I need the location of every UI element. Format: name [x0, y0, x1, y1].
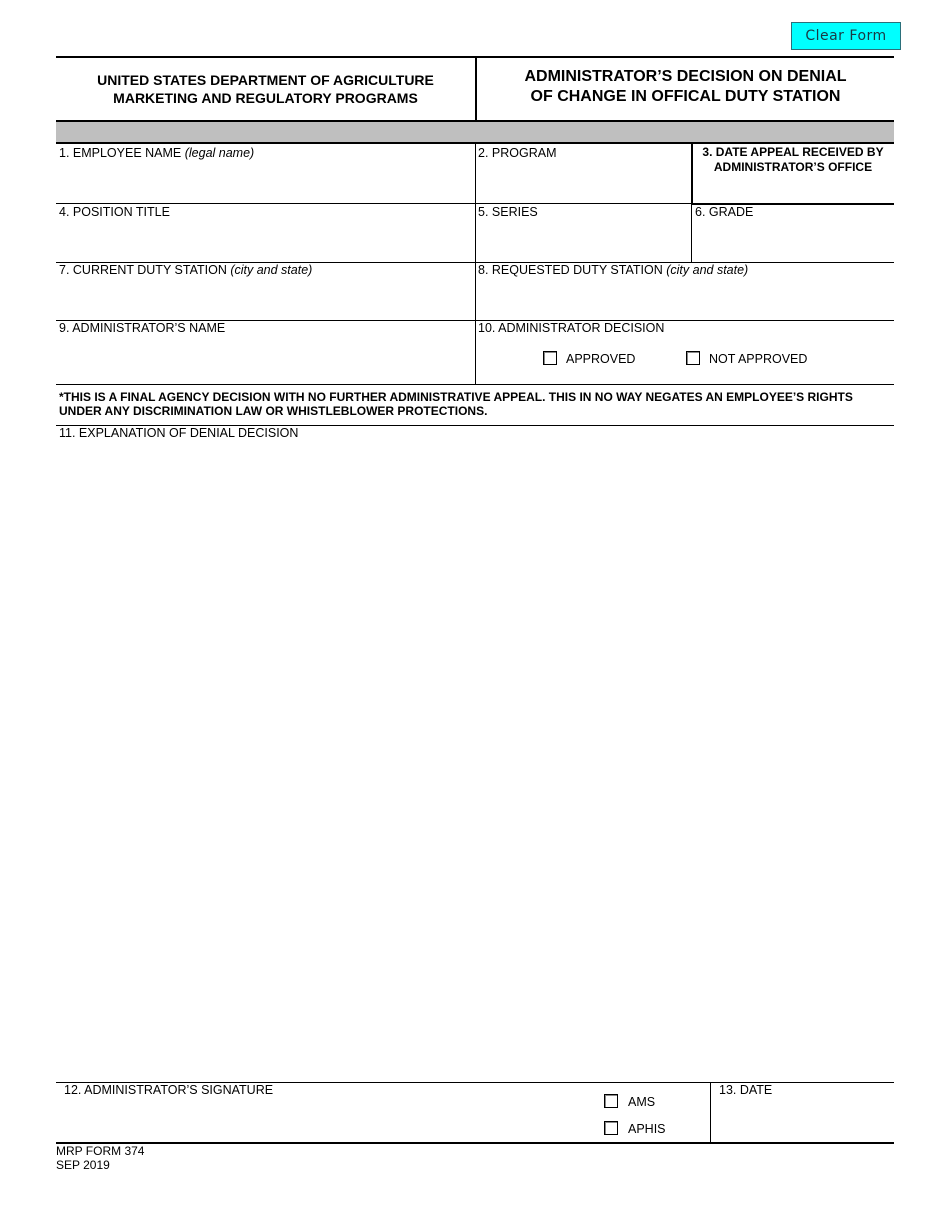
administrator-name-label: 9. ADMINISTRATOR’S NAME — [59, 321, 226, 335]
position-title-field[interactable] — [57, 221, 473, 261]
rule-signature-bottom — [56, 1142, 894, 1144]
program-label: 2. PROGRAM — [478, 146, 557, 160]
ams-label: AMS — [628, 1095, 656, 1109]
agency-line-1: UNITED STATES DEPARTMENT OF AGRICULTURE — [97, 72, 434, 88]
divider-r1-a — [475, 144, 476, 204]
current-duty-station-label: 7. CURRENT DUTY STATION (city and state) — [59, 263, 313, 277]
rule-r1 — [56, 203, 692, 204]
form-number: MRP FORM 374 — [56, 1144, 145, 1158]
administrator-signature-field[interactable] — [60, 1100, 590, 1140]
requested-duty-station-field[interactable] — [477, 279, 893, 319]
administrator-decision-label: 10. ADMINISTRATOR DECISION — [478, 321, 665, 335]
not-approved-checkbox[interactable] — [686, 351, 700, 365]
explanation-field[interactable] — [57, 443, 893, 1079]
ams-checkbox[interactable] — [604, 1094, 618, 1108]
date-appeal-received-label: 3. DATE APPEAL RECEIVED BY ADMINISTRATOR’S OFFICE — [702, 145, 884, 174]
grade-field[interactable] — [694, 221, 892, 261]
form-title — [477, 67, 894, 107]
clear-form-button[interactable]: Clear Form — [791, 22, 901, 50]
form-footer — [56, 1144, 144, 1172]
not-approved-label: NOT APPROVED — [709, 352, 808, 366]
grade-label: 6. GRADE — [695, 205, 754, 219]
requested-duty-station-label: 8. REQUESTED DUTY STATION (city and state) — [478, 263, 749, 277]
divider-r3 — [475, 263, 476, 321]
administrator-signature-label: 12. ADMINISTRATOR’S SIGNATURE — [64, 1083, 274, 1097]
divider-r2-a — [475, 204, 476, 262]
date-appeal-received-field[interactable] — [694, 176, 892, 202]
approved-label: APPROVED — [566, 352, 636, 366]
explanation-label: 11. EXPLANATION OF DENIAL DECISION — [59, 426, 299, 440]
employee-name-label: 1. EMPLOYEE NAME (legal name) — [59, 146, 255, 160]
agency-line-2: MARKETING AND REGULATORY PROGRAMS — [113, 90, 418, 106]
position-title-label: 4. POSITION TITLE — [59, 205, 170, 219]
agency-name — [56, 71, 475, 107]
divider-signature — [710, 1083, 711, 1142]
divider-r1-b — [691, 144, 693, 204]
date-field[interactable] — [712, 1100, 892, 1140]
section-band — [56, 120, 894, 144]
final-decision-notice: *THIS IS A FINAL AGENCY DECISION WITH NO FURTHER ADMINISTRATIVE APPEAL. THIS IN NO WAY NEGATES AN EMPLOYEE’S RIGHTS UNDER ANY DISCRIMINATION LAW OR WHISTLEBLOWER PROTECTIONS. — [59, 390, 853, 418]
date-label: 13. DATE — [719, 1083, 773, 1097]
administrator-name-field[interactable] — [57, 337, 473, 382]
divider-r4 — [475, 321, 476, 384]
approved-checkbox[interactable] — [543, 351, 557, 365]
series-field[interactable] — [477, 221, 689, 261]
form-title-line-1: ADMINISTRATOR’S DECISION ON DENIAL — [524, 68, 847, 85]
divider-r2-b — [691, 204, 692, 262]
aphis-checkbox[interactable] — [604, 1121, 618, 1135]
form-date: SEP 2019 — [56, 1158, 110, 1172]
current-duty-station-field[interactable] — [57, 279, 473, 319]
employee-name-field[interactable] — [57, 162, 473, 202]
series-label: 5. SERIES — [478, 205, 538, 219]
aphis-label: APHIS — [628, 1122, 666, 1136]
rule-r4 — [56, 384, 894, 385]
program-field[interactable] — [477, 162, 689, 202]
form-title-line-2: OF CHANGE IN OFFICAL DUTY STATION — [530, 88, 841, 105]
